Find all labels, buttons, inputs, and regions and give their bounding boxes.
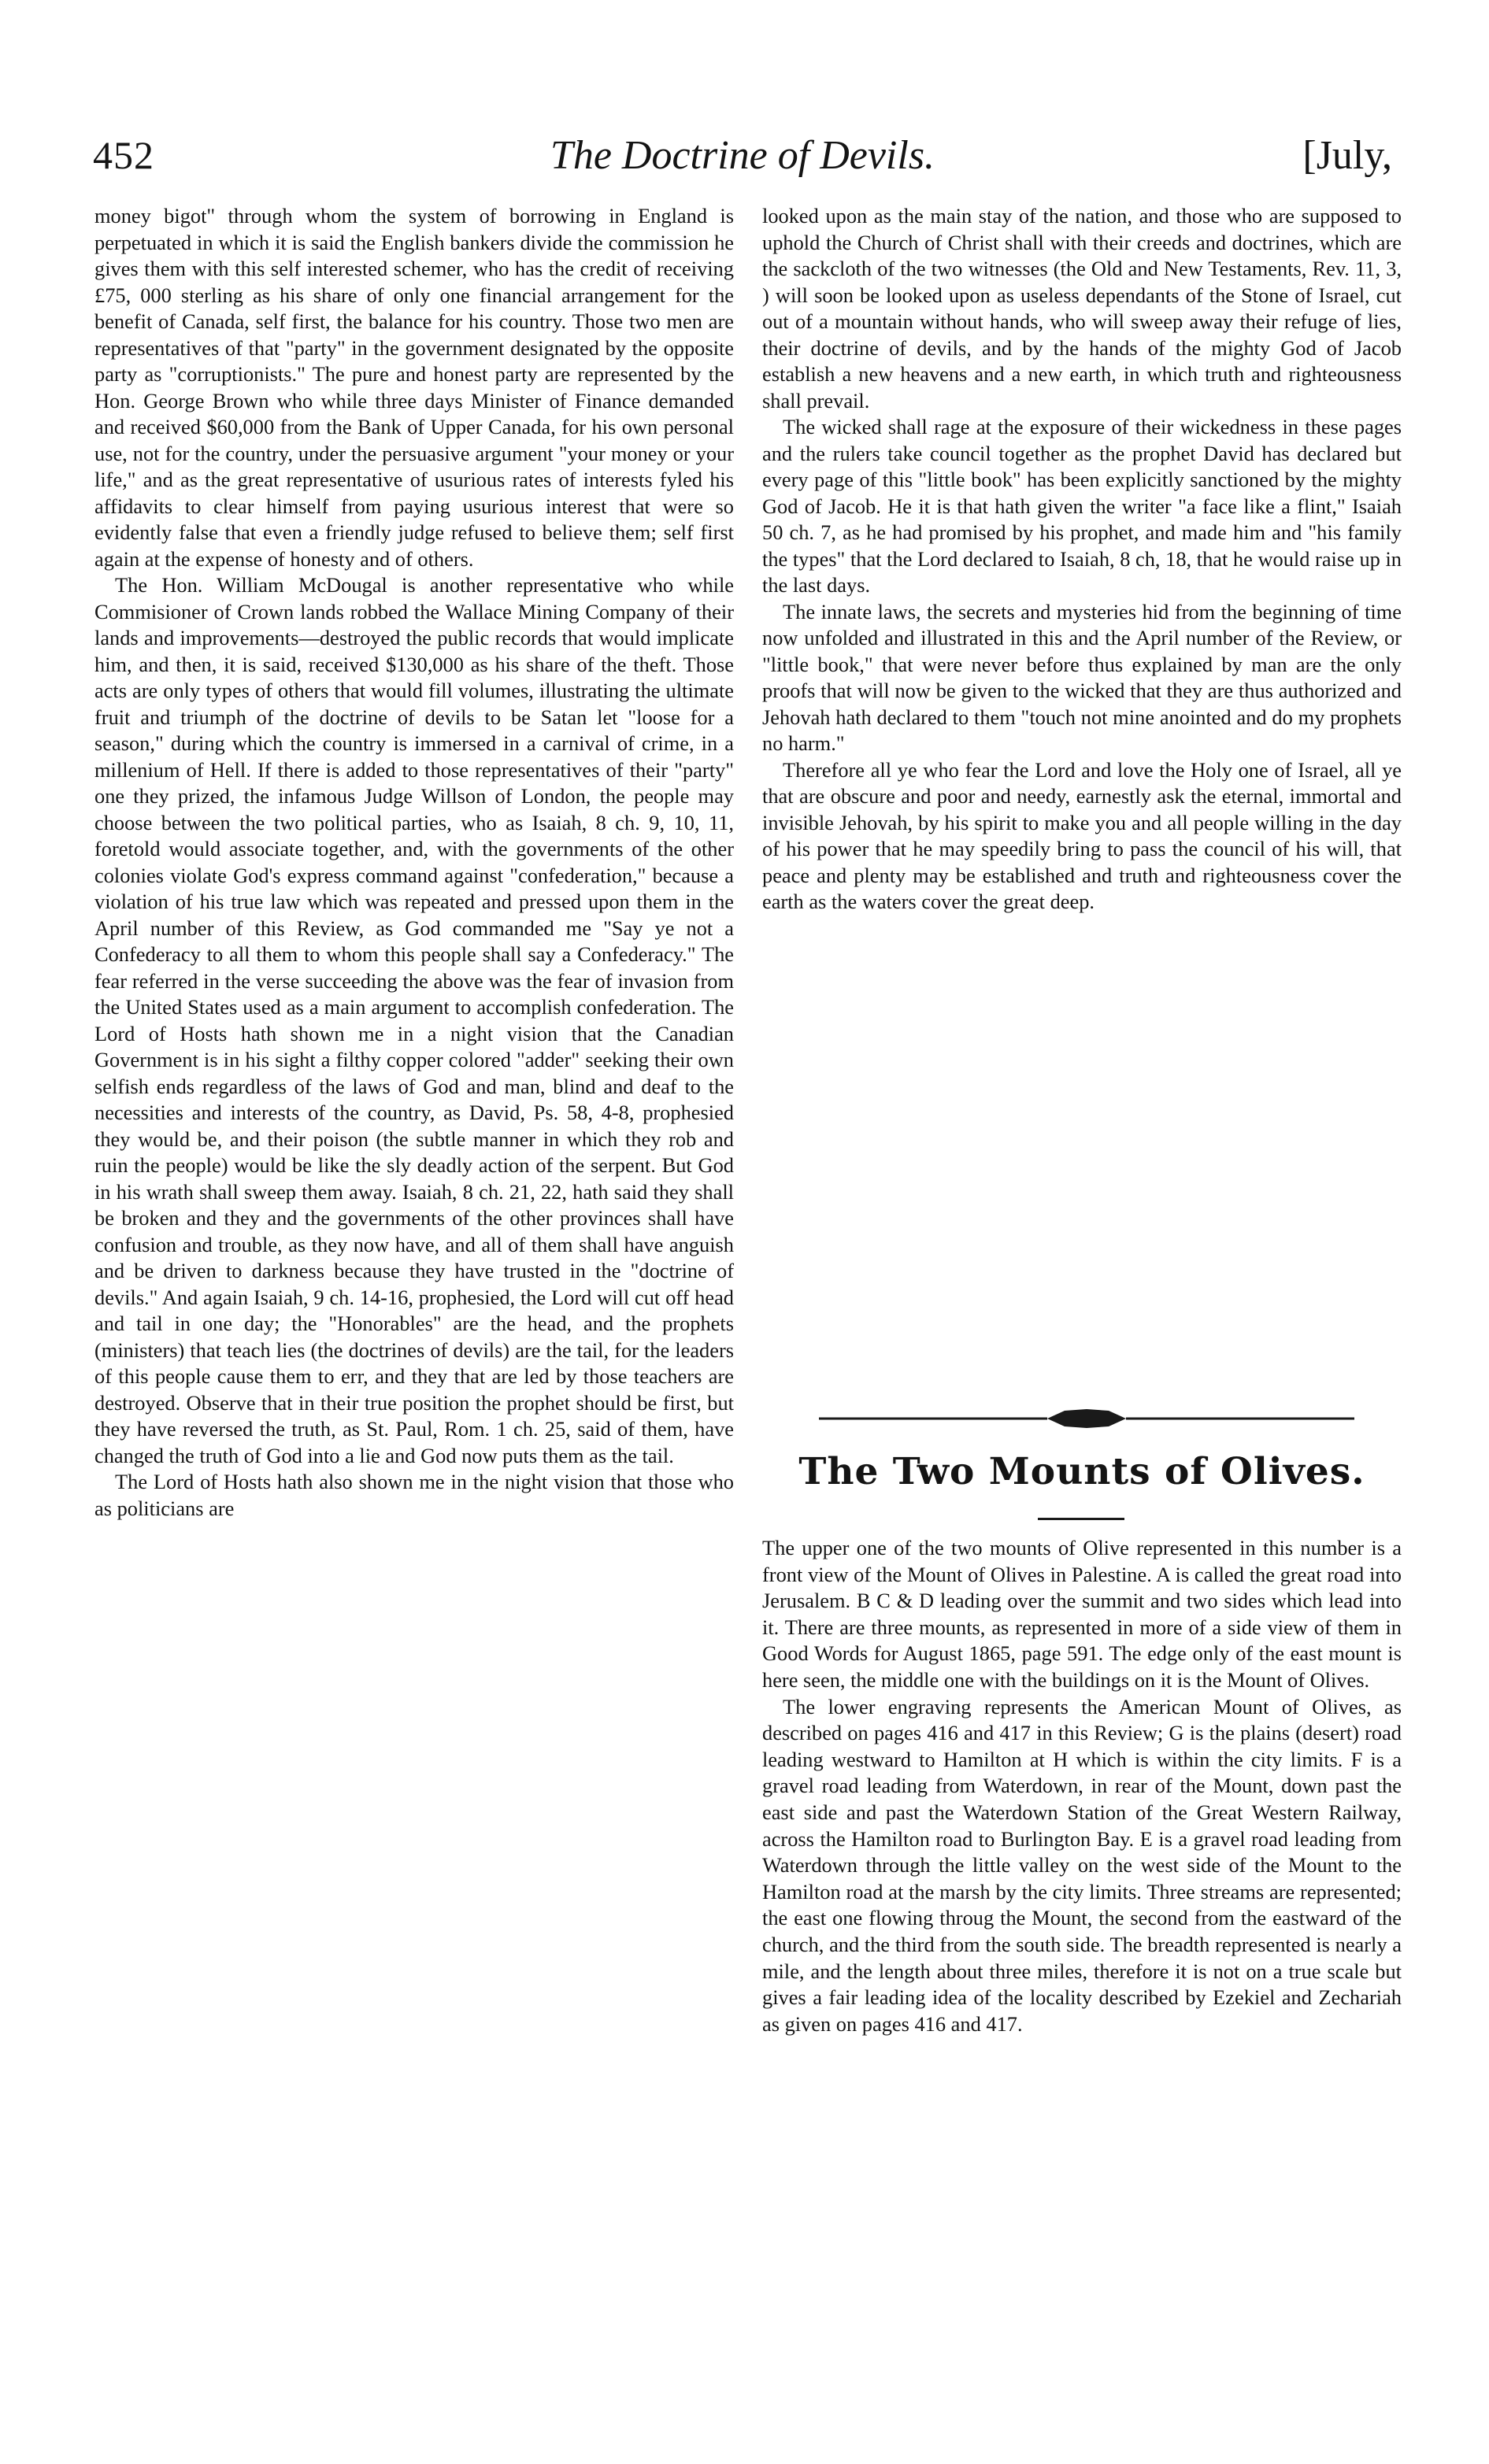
running-date: [July, [1302,133,1392,178]
section-body [762,1535,1402,2037]
left-column [94,203,734,1522]
section-paragraph-2: The lower engraving represents the American Mount of Olives, as described on pages 416 and 417 in this Review; G is the plains (desert) road leading westward to Hamilton at H which is within the city limits. F is a gravel road leading from Waterdown, in rear of the Mount, down past the east side and past the Waterdown Station of the Great Western Railway, across the Hamilton road to Burlington Bay. E is a gravel road leading from Waterdown through the little valley on the west side of the Mount to the Hamilton road at the marsh by the city limits. Three streams are represented; the east one flowing throug the Mount, the second from the eastward of the church, and the third from the south side. The breadth represented is nearly a mile, and the length about three miles, therefore it is not on a true scale but gives a fair leading idea of the locality described by Ezekiel and Zechariah as given on pages 416 and 417. [762,1694,1402,2036]
right-paragraph-4: Therefore all ye who fear the Lord and love the Holy one of Israel, all ye that are obscure and poor and needy, earnestly ask the eternal, immortal and invisible Jehovah, by his spirit to make you and all people willing in the day of his power that he may speedily bring to pass the council of his will, that peace and plenty may be established and truth and righteousness cover the earth as the waters cover the great deep. [762,757,1402,913]
left-paragraph-2: The Hon. William McDougal is another representative who while Commisioner of Crown lands robbed the Wallace Mining Company of their lands and improvements—destroyed the public records that would implicate him, and then, it is said, received $130,000 as his share of the theft. Those acts are only types of others that would fill volumes, illustrating the ultimate fruit and triumph of the doctrine of devils to be Satan let "loose for a season," during which the country is immersed in a carnival of crime, in a millenium of Hell. If there is added to those representatives of their "party" one they prized, the infamous Judge Willson of London, the people may choose between the two political parties, who as Isaiah, 8 ch. 9, 10, 11, foretold would associate together, and, with the governments of the other colonies violate God's express command against "confederation," because a violation of his true law which was repeated and pressed upon them in the April number of this Review, as God commanded me "Say ye not a Confederacy to all them to whom this people shall say a Confederacy." The fear referred in the verse succeeding the above was the fear of invasion from the United States used as a main argument to accomplish confederation. The Lord of Hosts hath shown me in a night vision that the Canadian Government is in his sight a filthy copper colored "adder" seeking their own selfish ends regardless of the laws of God and man, blind and deaf to the necessities and interests of the country, as David, Ps. 58, 4-8, prophesied they would be, and their poison (the subtle manner in which they rob and ruin the people) would be like the sly deadly action of the serpent. But God in his wrath shall sweep them away. Isaiah, 8 ch. 21, 22, hath said they shall be broken and they and the governments of the other provinces shall have confusion and trouble, as they now have, and all of them shall have anguish and be driven to darkness because they have trusted in the "doctrine of devils." And again Isaiah, 9 ch. 14-16, prophesied, the Lord will cut off head and tail in one day; the "Honorables" are the head, and the prophets (ministers) that teach lies (the doctrines of devils) are the tail, for the leaders of this people cause them to err, and they that are led by those teachers are destroyed. Observe that in their true position the prophet should be first, but they have reversed the truth, as St. Paul, Rom. 1 ch. 25, said of them, have changed the truth of God into a lie and God now puts them as the tail. [94,573,734,1467]
right-paragraph-3: The innate laws, the secrets and mysteries hid from the beginning of time now unfolded and illustrated in this and the April number of the Review, or "little book," that were never before thus explained by man are the only proofs that will now be given to the wicked that they are thus authorized and Jehovah hath declared to them "touch not mine anointed and do my prophets no harm." [762,599,1402,755]
right-paragraph-1: looked upon as the main stay of the nation, and those who are supposed to uphold the Church of Christ shall with their creeds and doctrines, which are the sackcloth of the two witnesses (the Old and New Testaments, Rev. 11, 3, ) will soon be looked upon as useless dependants of the Stone of Israel, cut out of a mountain without hands, who will sweep away their refuge of lies, their doctrine of devils, and by the hands of the mighty God of Jacob establish a new heavens and a new earth, in which truth and righteousness shall prevail. [762,204,1402,413]
left-paragraph-1: money bigot" through whom the system of borrowing in England is perpetuated in which it is said the English bankers divide the commission he gives them with this self interested schemer, who has the credit of receiving £75, 000 sterling as his share of only one financial arrangement for the benefit of Canada, self first, the balance for his country. Those two men are representatives of that "party" in the government designated by the opposite party as "corruptionists." The pure and honest party are represented by the Hon. George Brown who while three days Minister of Finance demanded and received $60,000 from the Bank of Upper Canada, for his own personal use, not for the country, under the persuasive argument "your money or your life," and as the great representative of usurious rates of interests fyled his affidavits to clear himself from paying usurious interest that were so evidently false that even a friendly judge refused to believe them; self first again at the expense of honesty and of others. [94,204,734,571]
right-paragraph-2: The wicked shall rage at the exposure of their wickedness in these pages and the rulers take council together as the prophet David has declared but every page of this "little book" has been explicitly sanctioned by the mighty God of Jacob. He it is that hath given the writer "a face like a flint," Isaiah 50 ch. 7, as he had promised by his prophet, and made him and "his family the types" that the Lord declared to Isaiah, 8 ch, 18, that he would raise up in the last days. [762,415,1402,597]
running-head [93,132,1392,187]
heading-rule [1038,1518,1124,1520]
section-heading: The Two Mounts of Olives. [798,1450,1365,1493]
section-paragraph-1: The upper one of the two mounts of Olive represented in this number is a front view of the Mount of Olives in Palestine. A is called the great road into Jerusalem. B C & D leading over the summit and two sides which lead into it. There are three mounts, as represented in more of a side view of them in Good Words for August 1865, page 591. The edge only of the east mount is here seen, the middle one with the buildings on it is the Mount of Olives. [762,1536,1402,1692]
left-paragraph-3: The Lord of Hosts hath also shown me in the night vision that those who as politicians are [94,1470,734,1520]
right-column [762,203,1402,916]
running-title: The Doctrine of Devils. [550,133,935,178]
section-divider-ornament [819,1401,1354,1436]
page-number: 452 [93,133,154,177]
